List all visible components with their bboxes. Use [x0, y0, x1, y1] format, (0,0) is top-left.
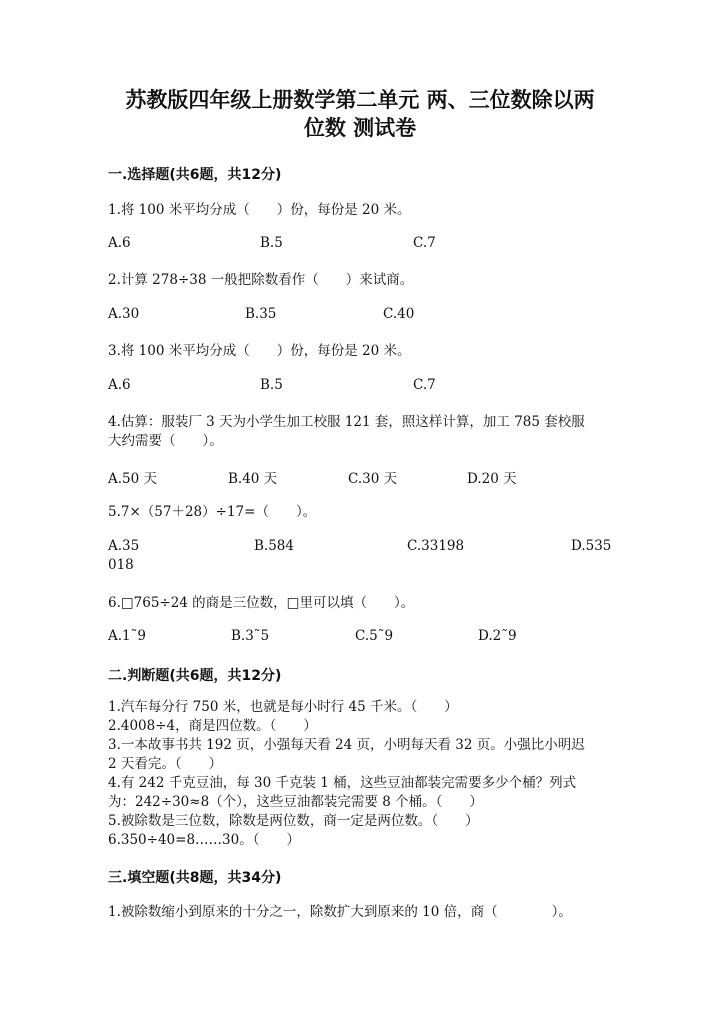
q3-option-c: C.7 — [413, 377, 436, 393]
q4-option-d: D.20 天 — [467, 471, 517, 487]
q6-option-d: D.2˜9 — [478, 628, 517, 644]
judgement-line-8: 6.350÷40=8……30。（ ） — [108, 832, 300, 848]
question-2-text: 2.计算 278÷38 一般把除数看作（ ）来试商。 — [108, 272, 414, 288]
judgement-line-1: 1.汽车每分行 750 米，也就是每小时行 45 千米。（ ） — [108, 699, 458, 715]
q2-option-a: A.30 — [108, 306, 140, 322]
judgement-line-6: 为：242÷30≈8（个），这些豆油都装完需要 8 个桶。（ ） — [108, 794, 483, 810]
q2-option-b: B.35 — [245, 306, 277, 322]
section-heading-judgement: 二.判断题(共6题，共12分) — [108, 668, 282, 684]
judgement-line-3: 3.一本故事书共 192 页，小强每天看 24 页，小明每天看 32 页。小强比小明迟 — [108, 737, 585, 753]
judgement-line-7: 5.被除数是三位数，除数是两位数，商一定是两位数。（ ） — [108, 813, 479, 829]
title-line-2: 位数 测试卷 — [303, 116, 417, 140]
judgement-line-5: 4.有 242 千克豆油，每 30 千克装 1 桶，这些豆油都装完需要多少个桶？列式 — [108, 775, 577, 791]
title-line-1: 苏教版四年级上册数学第二单元 两、三位数除以两 — [125, 88, 595, 112]
q6-option-c: C.5˜9 — [355, 628, 394, 644]
q5-option-d-continued: 018 — [108, 557, 134, 573]
q4-option-b: B.40 天 — [228, 471, 278, 487]
q5-option-a: A.35 — [108, 538, 140, 554]
q5-option-b: B.584 — [254, 538, 294, 554]
question-5-text: 5.7×（57＋28）÷17=（ ）。 — [108, 504, 317, 520]
question-6-text: 6.□765÷24 的商是三位数，□里可以填（ ）。 — [108, 595, 415, 611]
q5-option-d: D.535 — [571, 538, 612, 554]
q2-option-c: C.40 — [383, 306, 415, 322]
q6-option-a: A.1˜9 — [108, 628, 146, 644]
q3-option-a: A.6 — [108, 377, 131, 393]
q1-option-a: A.6 — [108, 235, 131, 251]
question-3-text: 3.将 100 米平均分成（ ）份，每份是 20 米。 — [108, 343, 411, 359]
section-heading-fill-blank: 三.填空题(共8题，共34分) — [108, 870, 282, 886]
question-1-text: 1.将 100 米平均分成（ ）份，每份是 20 米。 — [108, 202, 411, 218]
q1-option-b: B.5 — [260, 235, 283, 251]
section-heading-choice: 一.选择题(共6题，共12分) — [108, 167, 282, 183]
fill-question-1: 1.被除数缩小到原来的十分之一，除数扩大到原来的 10 倍，商（ ）。 — [108, 904, 572, 920]
question-4-line-2: 大约需要（ ）。 — [108, 433, 223, 449]
judgement-line-2: 2.4008÷4，商是四位数。（ ） — [108, 718, 317, 734]
judgement-line-4: 2 天看完。（ ） — [108, 756, 223, 772]
q3-option-b: B.5 — [260, 377, 283, 393]
q4-option-a: A.50 天 — [108, 471, 158, 487]
page-title — [80, 86, 640, 142]
q6-option-b: B.3˜5 — [231, 628, 270, 644]
question-4-line-1: 4.估算：服装厂 3 天为小学生加工校服 121 套，照这样计算，加工 785 套校服 — [108, 414, 585, 430]
q4-option-c: C.30 天 — [348, 471, 398, 487]
q5-option-c: C.33198 — [407, 538, 465, 554]
q1-option-c: C.7 — [413, 235, 436, 251]
